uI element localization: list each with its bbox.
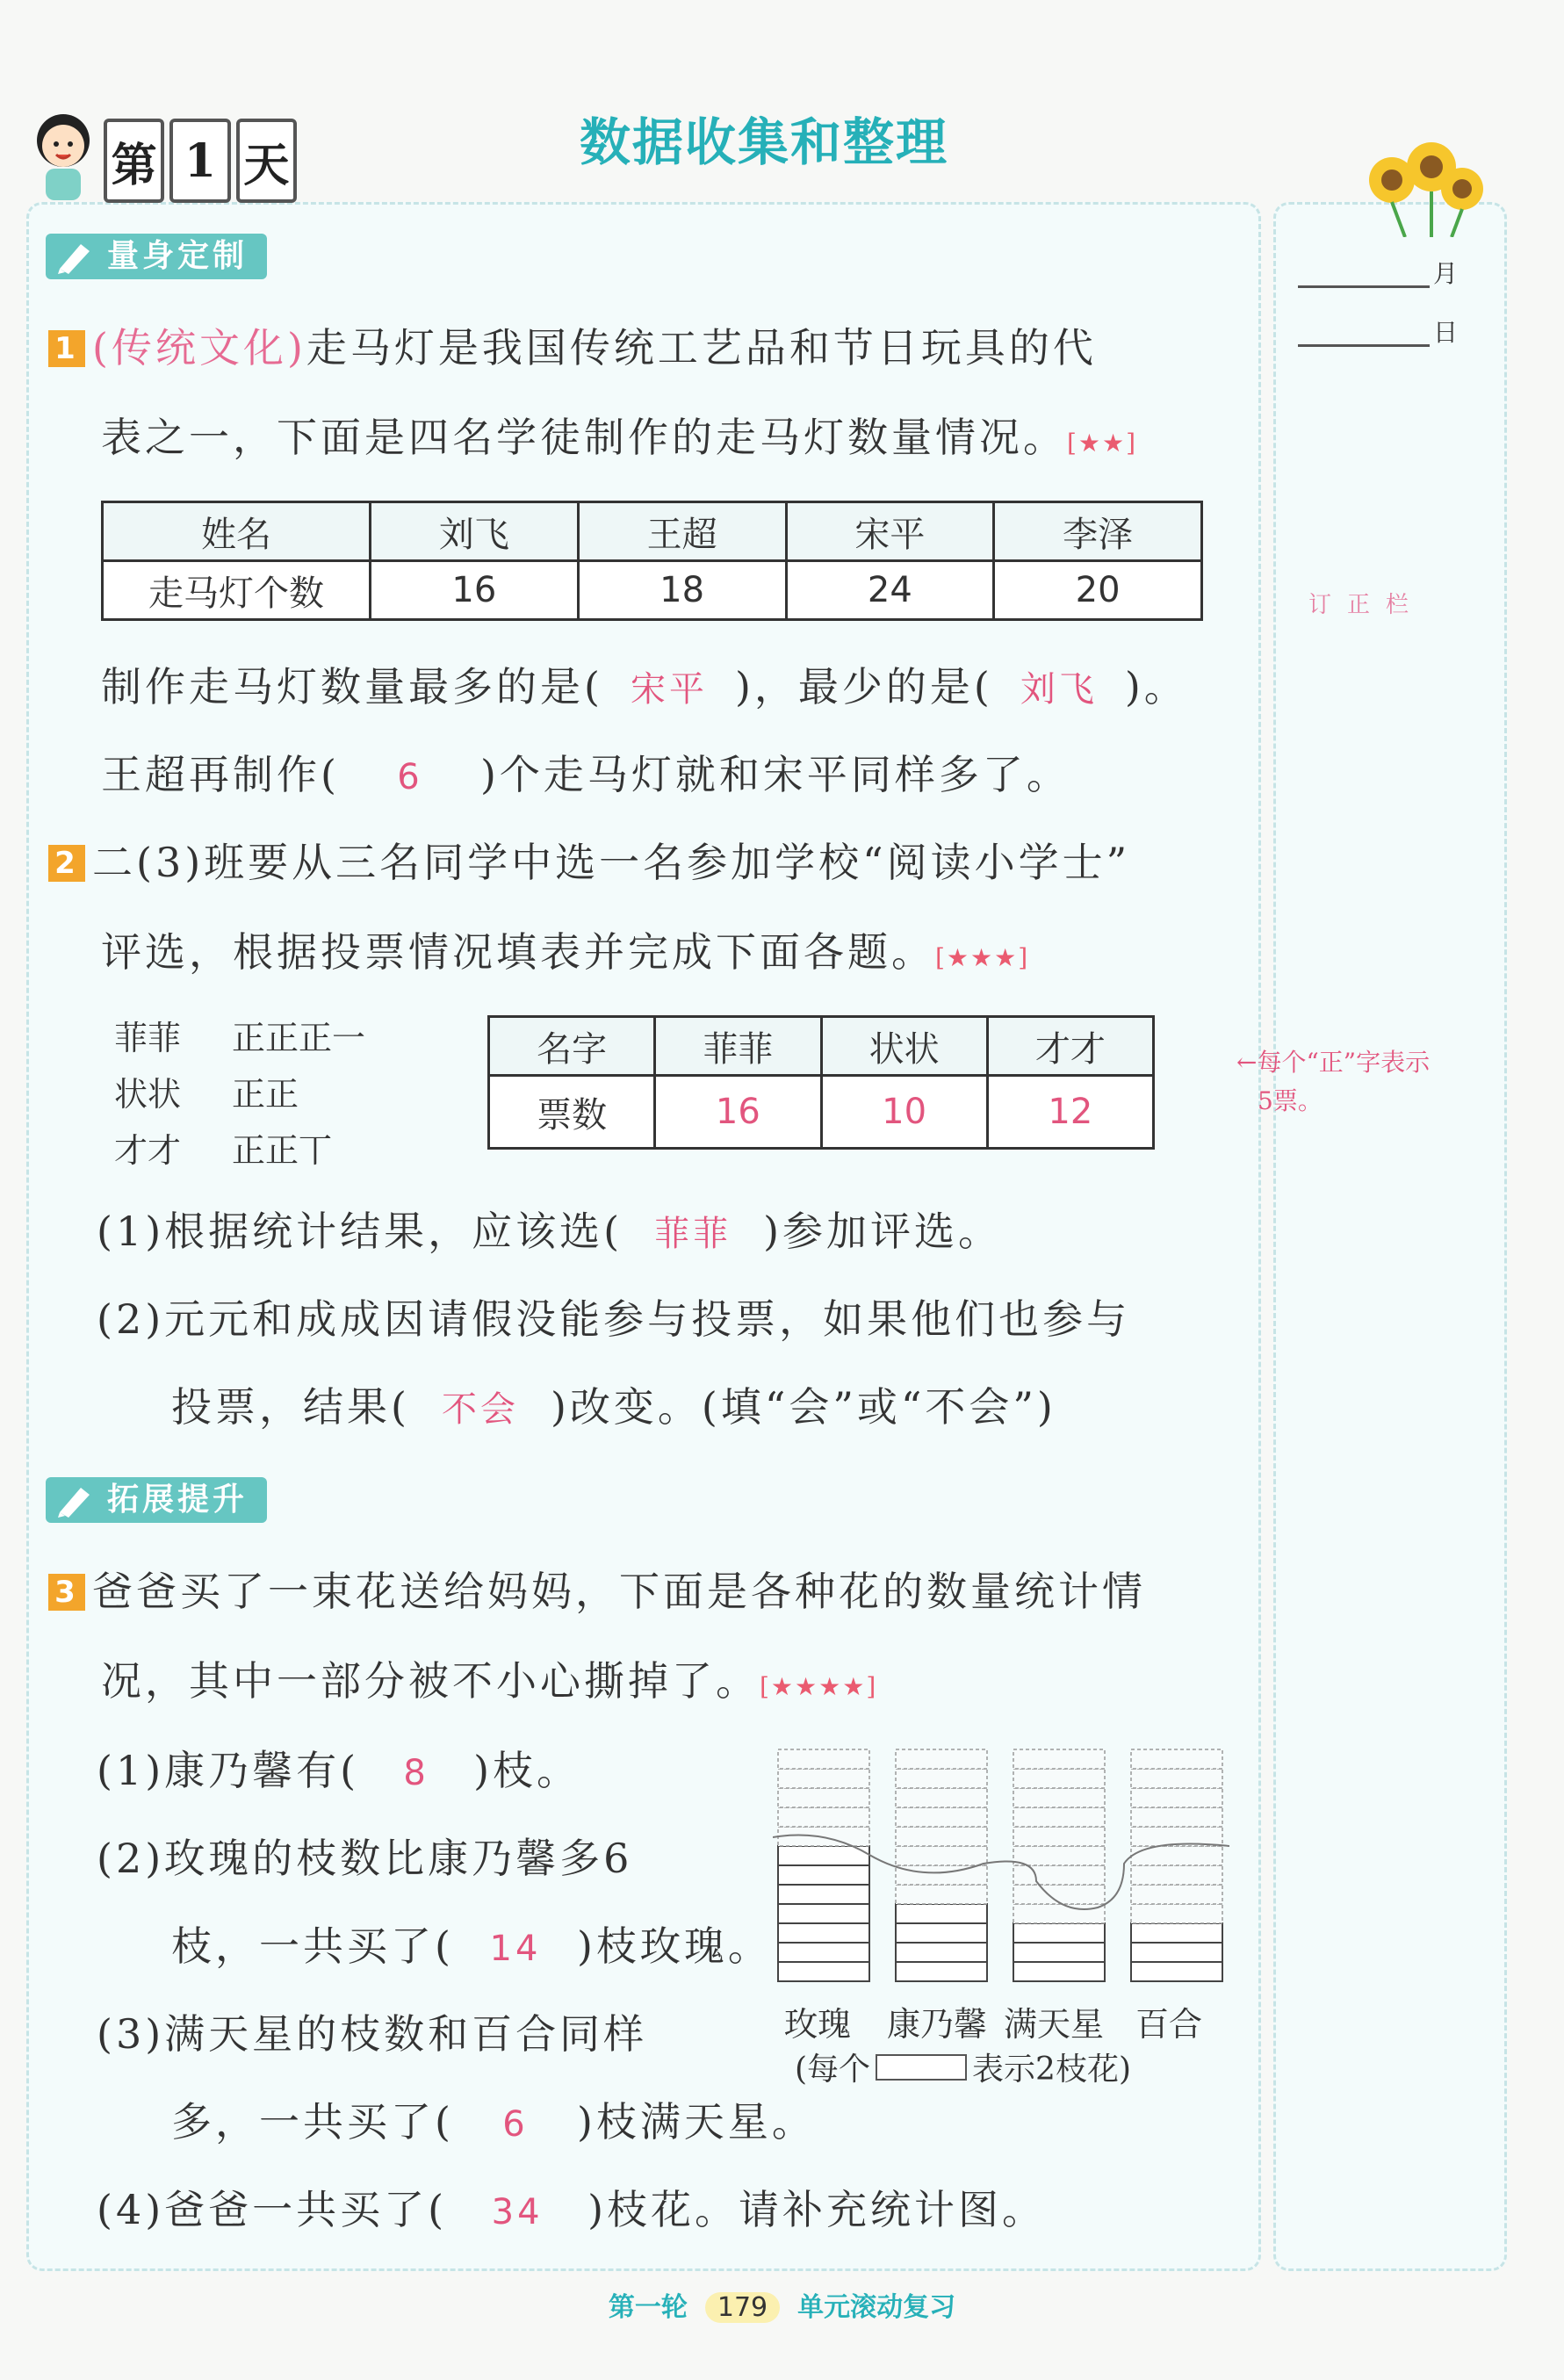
section-title: 量身定制: [107, 238, 249, 274]
q1-sentence1: [101, 660, 1188, 716]
chart-cell: [896, 1943, 987, 1962]
note-text: 5票。: [1258, 1086, 1323, 1115]
table-row: [103, 561, 1202, 620]
chart-cell: [778, 1943, 869, 1962]
chart-cell: [1131, 1788, 1222, 1807]
chart-cell: [1131, 1904, 1222, 1923]
chart-cell: [1013, 1962, 1105, 1981]
table-row-label: 走马灯个数: [103, 561, 371, 620]
day-label: 日: [1433, 318, 1459, 347]
tally-marks: 正正: [232, 1075, 299, 1114]
q2-text: 二(3)班要从三名同学中选一名参加学校“阅读小学士”: [92, 839, 1131, 886]
day-badge: [104, 119, 297, 203]
sentence-text: )，最少的是(: [734, 663, 993, 710]
sentence-text: (2)玫瑰的枝数比康乃馨多6: [97, 1835, 633, 1882]
chart-cell: [1131, 1923, 1222, 1943]
chart-cell: [1013, 1885, 1105, 1904]
chart-category-label: 玫瑰: [784, 2005, 852, 2044]
chart-cell: [1131, 1769, 1222, 1788]
q3-part2-line2: [171, 1920, 772, 1975]
q3-line1: [48, 1565, 1146, 1618]
tally-row: [114, 1066, 365, 1122]
pencil-icon: [54, 239, 95, 274]
sentence-text: )参加评选。: [763, 1208, 1003, 1255]
table-header-cell: 才才: [987, 1017, 1153, 1076]
chart-cell: [1013, 1904, 1105, 1923]
chart-cell: [1131, 1865, 1222, 1885]
answer-select[interactable]: 菲菲: [654, 1214, 732, 1254]
chart-bar-1: [778, 1749, 869, 1981]
chart-cell: [1013, 1846, 1105, 1865]
chart-category-label: 百合: [1135, 2005, 1203, 2044]
chart-cell: [896, 1749, 987, 1769]
sentence-text: 王超再制作(: [101, 751, 340, 798]
tally-name: 菲菲: [114, 1019, 182, 1057]
q2-line1: [48, 836, 1130, 889]
chart-cell: [1013, 1923, 1105, 1943]
sentence-text: )个走马灯就和宋平同样多了。: [479, 751, 1070, 798]
chart-cell: [778, 1904, 869, 1923]
answer-carnation[interactable]: 8: [403, 1753, 429, 1793]
chart-cell: [1013, 1807, 1105, 1827]
section-title: 拓展提升: [107, 1482, 249, 1518]
legend-text: (每个: [795, 2052, 871, 2088]
legend-cell: [876, 2054, 967, 2081]
table-header-cell: 名字: [489, 1017, 655, 1076]
chart-cell: [778, 1749, 869, 1769]
sentence-text: )枝花。请补充统计图。: [587, 2186, 1047, 2233]
chart-cell: [1013, 1943, 1105, 1962]
note-text: ←每个“正”字表示: [1236, 1048, 1431, 1077]
q3-text: 况，其中一部分被不小心撕掉了。: [101, 1657, 760, 1705]
q3-part2-line1: [97, 1832, 632, 1885]
correction-column: [1273, 202, 1507, 2271]
chart-cell: [778, 1827, 869, 1846]
sentence-text: )枝玫瑰。: [576, 1922, 772, 1970]
chart-cell: [1131, 1962, 1222, 1981]
table-header-cell: 姓名: [103, 502, 371, 561]
table-cell: 24: [786, 561, 994, 620]
sentence-text: (2)元元和成成因请假没能参与投票，如果他们也参与: [97, 1295, 1131, 1343]
chart-cell: [896, 1807, 987, 1827]
table-row: [489, 1076, 1154, 1149]
chart-cell: [778, 1807, 869, 1827]
table-cell: 18: [578, 561, 786, 620]
section-tag-extend: [46, 1477, 267, 1523]
month-blank[interactable]: [1298, 285, 1430, 288]
sentence-text: 投票，结果(: [171, 1383, 410, 1431]
table-header-cell: 刘飞: [371, 502, 579, 561]
chart-cell: [896, 1904, 987, 1923]
sentence-text: 制作走马灯数量最多的是(: [101, 663, 603, 710]
answer-more[interactable]: 6: [397, 757, 423, 797]
chart-cell: [1131, 1749, 1222, 1769]
chart-cell: [896, 1885, 987, 1904]
table-cell[interactable]: 16: [655, 1076, 821, 1149]
table-row-label: 票数: [489, 1076, 655, 1149]
chart-cell: [778, 1865, 869, 1885]
tally-row: [114, 1010, 365, 1066]
sentence-text: (1)根据统计结果，应该选(: [97, 1208, 623, 1255]
tally-name: 才才: [114, 1131, 182, 1170]
sentence-text: (1)康乃馨有(: [97, 1747, 360, 1794]
month-label: 月: [1433, 259, 1459, 288]
day-char-1: 第: [104, 119, 164, 203]
chart-cell: [778, 1846, 869, 1865]
section-tag-custom: [46, 234, 267, 279]
chart-cell: [1131, 1885, 1222, 1904]
q1-line2: [101, 411, 1137, 470]
chart-cell: [896, 1827, 987, 1846]
answer-babysbreath[interactable]: 6: [502, 2104, 529, 2145]
q1-text: 走马灯是我国传统工艺品和节日玩具的代: [306, 324, 1097, 371]
chart-bar-2: [896, 1749, 987, 1981]
page-footer: [0, 2285, 1564, 2324]
sentence-text: (4)爸爸一共买了(: [97, 2186, 448, 2233]
chart-category-label: 满天星: [1004, 2005, 1105, 2044]
sentence-text: (3)满天星的枝数和百合同样: [97, 2010, 648, 2058]
q2-part2-line1: [97, 1293, 1130, 1345]
chart-cell: [896, 1788, 987, 1807]
chart-cell: [778, 1885, 869, 1904]
sentence-text: 多，一共买了(: [171, 2098, 454, 2146]
chart-cell: [896, 1846, 987, 1865]
student-illustration: [26, 105, 100, 202]
chart-cell: [896, 1865, 987, 1885]
vote-table: [487, 1015, 1155, 1150]
table-cell: 16: [371, 561, 579, 620]
chart-cell: [778, 1923, 869, 1943]
chart-legend: [795, 2045, 1131, 2089]
table-row: [103, 502, 1202, 561]
tally-marks: 正正正一: [232, 1019, 366, 1057]
chart-cell: [1131, 1827, 1222, 1846]
culture-tag: (传统文化): [92, 324, 306, 371]
day-blank[interactable]: [1298, 344, 1430, 347]
chart-cell: [778, 1962, 869, 1981]
difficulty-stars: [★★]: [1067, 429, 1138, 458]
table-header-cell: 状状: [821, 1017, 987, 1076]
correction-label: 订正栏: [1308, 592, 1425, 618]
answer-change[interactable]: 不会: [441, 1389, 519, 1430]
q3-part3-line1: [97, 2008, 647, 2060]
day-number: 1: [169, 119, 230, 203]
q2-text: 评选，根据投票情况填表并完成下面各题。: [101, 928, 935, 976]
table-header-cell: 宋平: [786, 502, 994, 561]
sentence-text: )改变。(填“会”或“不会”): [550, 1383, 1056, 1431]
page-title: 数据收集和整理: [579, 112, 948, 172]
chart-cell: [1131, 1807, 1222, 1827]
question-number: 1: [48, 330, 85, 367]
table-header-cell: 菲菲: [655, 1017, 821, 1076]
answer-total[interactable]: 34: [491, 2192, 544, 2232]
chart-bar-4: [1131, 1749, 1222, 1981]
q1-text: 表之一，下面是四名学徒制作的走马灯数量情况。: [101, 414, 1067, 461]
chart-cell: [1013, 1827, 1105, 1846]
chart-cell: [1013, 1769, 1105, 1788]
table-row: [489, 1017, 1154, 1076]
table-header-cell: 王超: [578, 502, 786, 561]
flower-bar-chart: [773, 1732, 1229, 1995]
question-number: 3: [48, 1574, 85, 1611]
q1-line1: [48, 321, 1097, 374]
chart-cell: [778, 1769, 869, 1788]
table-header-cell: 李泽: [994, 502, 1202, 561]
q3-part4: [97, 2183, 1046, 2239]
lantern-table: [101, 501, 1203, 621]
table-cell[interactable]: 12: [987, 1076, 1153, 1149]
chart-cell: [1013, 1749, 1105, 1769]
answer-most[interactable]: 宋平: [630, 669, 708, 710]
footer-left: 第一轮: [608, 2292, 688, 2323]
tally-note: [1236, 1043, 1430, 1121]
q3-text: 爸爸买了一束花送给妈妈，下面是各种花的数量统计情: [92, 1568, 1146, 1615]
day-char-3: 天: [236, 119, 297, 203]
page-number: 179: [705, 2292, 780, 2323]
footer-right: 单元滚动复习: [797, 2292, 956, 2323]
tally-name: 状状: [114, 1075, 182, 1114]
pencil-icon: [54, 1482, 95, 1518]
q3-part3-line2: [171, 2095, 816, 2151]
chart-cell: [896, 1923, 987, 1943]
chart-cell: [778, 1788, 869, 1807]
tally-list: [114, 1010, 365, 1179]
sentence-text: )枝满天星。: [576, 2098, 816, 2146]
tally-marks: 正正丅: [232, 1131, 333, 1170]
sentence-text: )枝。: [473, 1747, 581, 1794]
chart-cell: [1131, 1943, 1222, 1962]
chart-cell: [1013, 1788, 1105, 1807]
q2-line2: [101, 926, 1029, 984]
chart-cell: [896, 1962, 987, 1981]
table-cell[interactable]: 10: [821, 1076, 987, 1149]
q2-part2-line2: [171, 1381, 1056, 1436]
chart-category-label: 康乃馨: [887, 2005, 988, 2044]
sunflower-icon: [1357, 141, 1488, 237]
sentence-text: )。: [1124, 663, 1188, 710]
legend-text: 表示2枝花): [972, 2052, 1131, 2088]
q3-line2: [101, 1655, 877, 1713]
table-cell: 20: [994, 561, 1202, 620]
answer-rose[interactable]: 14: [489, 1929, 542, 1969]
question-number: 2: [48, 845, 85, 882]
q3-part1: [97, 1744, 580, 1799]
chart-cell: [896, 1769, 987, 1788]
chart-cell: [1013, 1865, 1105, 1885]
difficulty-stars: [★★★]: [935, 943, 1030, 972]
sentence-text: 枝，一共买了(: [171, 1922, 454, 1970]
difficulty-stars: [★★★★]: [760, 1672, 878, 1701]
q1-sentence2: [101, 748, 1070, 804]
tally-row: [114, 1122, 365, 1179]
answer-least[interactable]: 刘飞: [1020, 669, 1098, 710]
q2-part1: [97, 1205, 1002, 1260]
